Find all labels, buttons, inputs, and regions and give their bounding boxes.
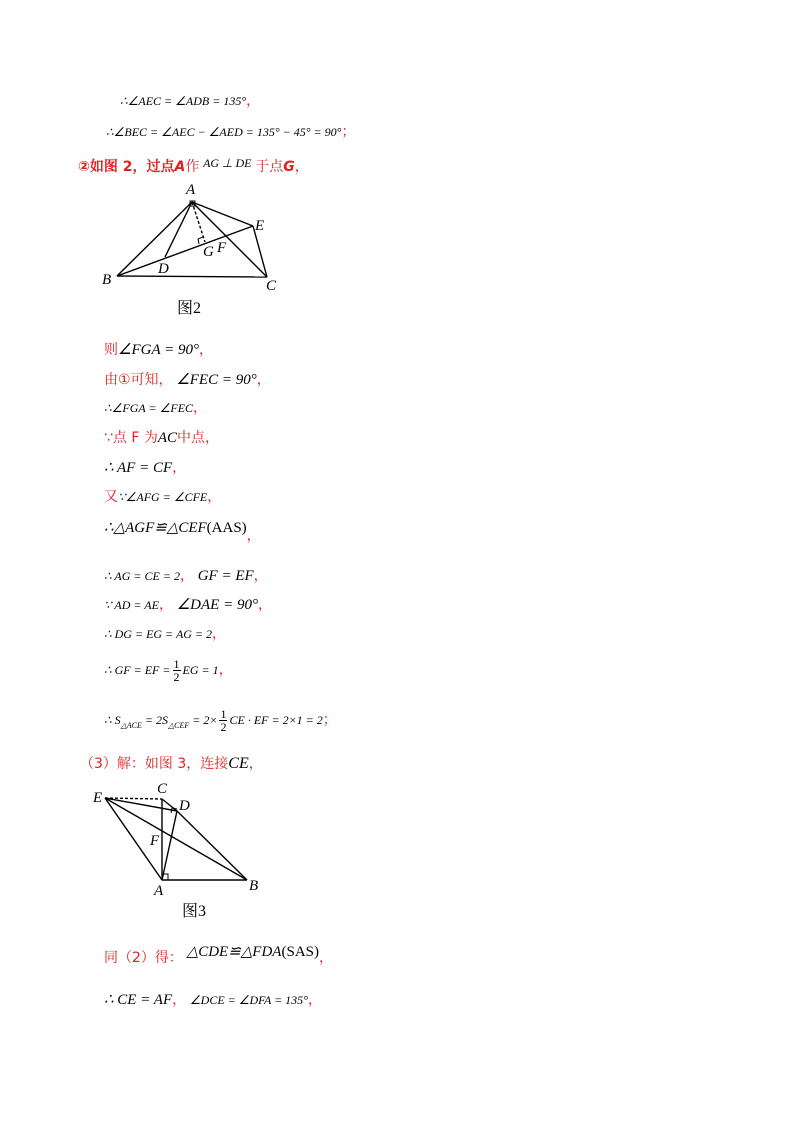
- segment-bc: [117, 276, 267, 277]
- label-a: A: [186, 182, 196, 198]
- segment-be: [117, 226, 253, 276]
- fraction-denominator: 2: [220, 720, 227, 735]
- fraction-numerator: 1: [173, 657, 180, 672]
- proof-line-7: [104, 428, 219, 448]
- punct: ，: [198, 342, 213, 358]
- label-f: F: [217, 240, 227, 256]
- label-e: E: [255, 218, 265, 234]
- punct: ，: [212, 626, 227, 642]
- proof-line-13: [104, 624, 226, 644]
- proof-line-10: [104, 518, 261, 544]
- label-a: A: [154, 883, 164, 899]
- label-b: B: [249, 878, 259, 894]
- math: △CDE≌△FDA: [186, 944, 282, 960]
- segment-ab: [117, 202, 192, 276]
- proof-line-6: [104, 398, 207, 418]
- segment-ae: [192, 202, 253, 226]
- reason: (SAS): [281, 944, 319, 960]
- punct: ，: [246, 528, 261, 544]
- text: 由①可知，: [104, 372, 173, 388]
- punct: ，: [172, 992, 187, 1008]
- right-angle-mark-g: [198, 237, 203, 244]
- fraction-denominator: 2: [173, 670, 180, 685]
- punct: ，: [253, 568, 268, 584]
- label-d: D: [158, 261, 169, 277]
- proof-line-8: [104, 458, 186, 478]
- segment-ac: [192, 202, 267, 277]
- math: ∴ DG = EG = AG = 2: [104, 627, 213, 641]
- punct: ，: [218, 662, 233, 678]
- math: ∴∠BEC = ∠AEC − ∠AED = 135° − 45° = 90°: [106, 125, 342, 139]
- proof-line-11: [104, 566, 268, 586]
- punct: ，: [319, 950, 333, 966]
- text: 则: [104, 342, 118, 358]
- math: ∴△AGF≌△CEF: [104, 520, 207, 536]
- punct: ，: [257, 597, 272, 613]
- punct: ，: [256, 372, 271, 388]
- subscript: △ACE: [120, 721, 142, 730]
- fraction: [219, 708, 227, 733]
- proof-line-2: [106, 122, 355, 142]
- text: 同（2）得：: [104, 950, 183, 966]
- math: ∴∠FGA = ∠FEC: [104, 401, 194, 415]
- math: ∠FEC = 90°: [176, 372, 257, 388]
- math: AC: [157, 430, 178, 446]
- math: AG ⊥ DE: [203, 156, 252, 170]
- math: ∠DCE = ∠DFA = 135°: [189, 993, 308, 1007]
- math: ∠FGA = 90°: [118, 342, 199, 358]
- label-f: F: [150, 833, 160, 849]
- math: ∴ GF = EF =: [104, 663, 171, 677]
- punct: ，: [294, 159, 309, 175]
- punct: ，: [158, 597, 173, 613]
- math: CE: [228, 755, 249, 772]
- math: EG = 1: [182, 663, 219, 677]
- label-g: G: [203, 244, 214, 260]
- segment-ad: [165, 202, 192, 257]
- punct: ，: [172, 460, 187, 476]
- fraction-numerator: 1: [220, 707, 227, 722]
- text: （3）解：如图 3，连接: [80, 756, 229, 772]
- subscript: △CEF: [168, 721, 190, 730]
- punct: ，: [246, 93, 261, 109]
- punct: ；: [322, 712, 337, 728]
- text: 作: [185, 159, 200, 175]
- segment-da: [162, 811, 177, 880]
- text: 又: [104, 489, 118, 505]
- math: GF = EF: [197, 568, 254, 584]
- text: A: [174, 159, 186, 175]
- text: 于点: [255, 159, 284, 175]
- punct: ，: [307, 992, 322, 1008]
- label-c: C: [266, 278, 277, 294]
- figure-2-caption: 图2: [177, 300, 202, 317]
- punct: ，: [207, 489, 222, 505]
- text: G: [283, 159, 295, 175]
- text: ∵点 F 为: [104, 430, 158, 446]
- text: ②如图 2，过点: [78, 159, 175, 175]
- proof-line-3: [78, 157, 309, 177]
- punct: ；: [341, 124, 356, 140]
- label-b: B: [102, 272, 112, 288]
- math: = 2×: [189, 713, 218, 727]
- proof-line-15: [104, 706, 337, 740]
- math: CE · EF = 2×1 = 2: [229, 713, 323, 727]
- math: ∴ CE = AF: [104, 992, 173, 1008]
- proof-line-9: [104, 487, 221, 507]
- math: ∴ AF = CF: [104, 460, 173, 476]
- proof-line-5: [104, 370, 271, 390]
- math: ∴ S: [104, 713, 121, 727]
- proof-line-18: [104, 990, 322, 1010]
- proof-line-1: [120, 91, 260, 111]
- punct: ，: [248, 756, 263, 772]
- proof-line-17: [104, 944, 333, 968]
- math: = 2S: [141, 713, 169, 727]
- punct: ，: [179, 568, 194, 584]
- math: ∵∠AFG = ∠CFE: [118, 490, 208, 504]
- label-c: C: [157, 781, 168, 797]
- math: ∠DAE = 90°: [176, 597, 258, 613]
- math: ∴∠AEC = ∠ADB = 135°: [120, 94, 247, 108]
- label-e: E: [93, 790, 103, 806]
- figure-2: [95, 180, 315, 320]
- punct: ，: [193, 400, 208, 416]
- proof-line-14: [104, 656, 233, 684]
- math: ∴ AG = CE = 2: [104, 569, 180, 583]
- figure-3: [90, 776, 280, 924]
- proof-line-12: [104, 595, 272, 615]
- figure-3-caption: 图3: [182, 903, 207, 920]
- fraction: [173, 658, 181, 683]
- label-d: D: [179, 798, 190, 814]
- math: ∵ AD = AE: [104, 598, 159, 612]
- reason: (AAS): [206, 520, 247, 536]
- proof-line-4: [104, 340, 213, 360]
- proof-line-16: [80, 754, 263, 774]
- text: 中点，: [177, 430, 220, 446]
